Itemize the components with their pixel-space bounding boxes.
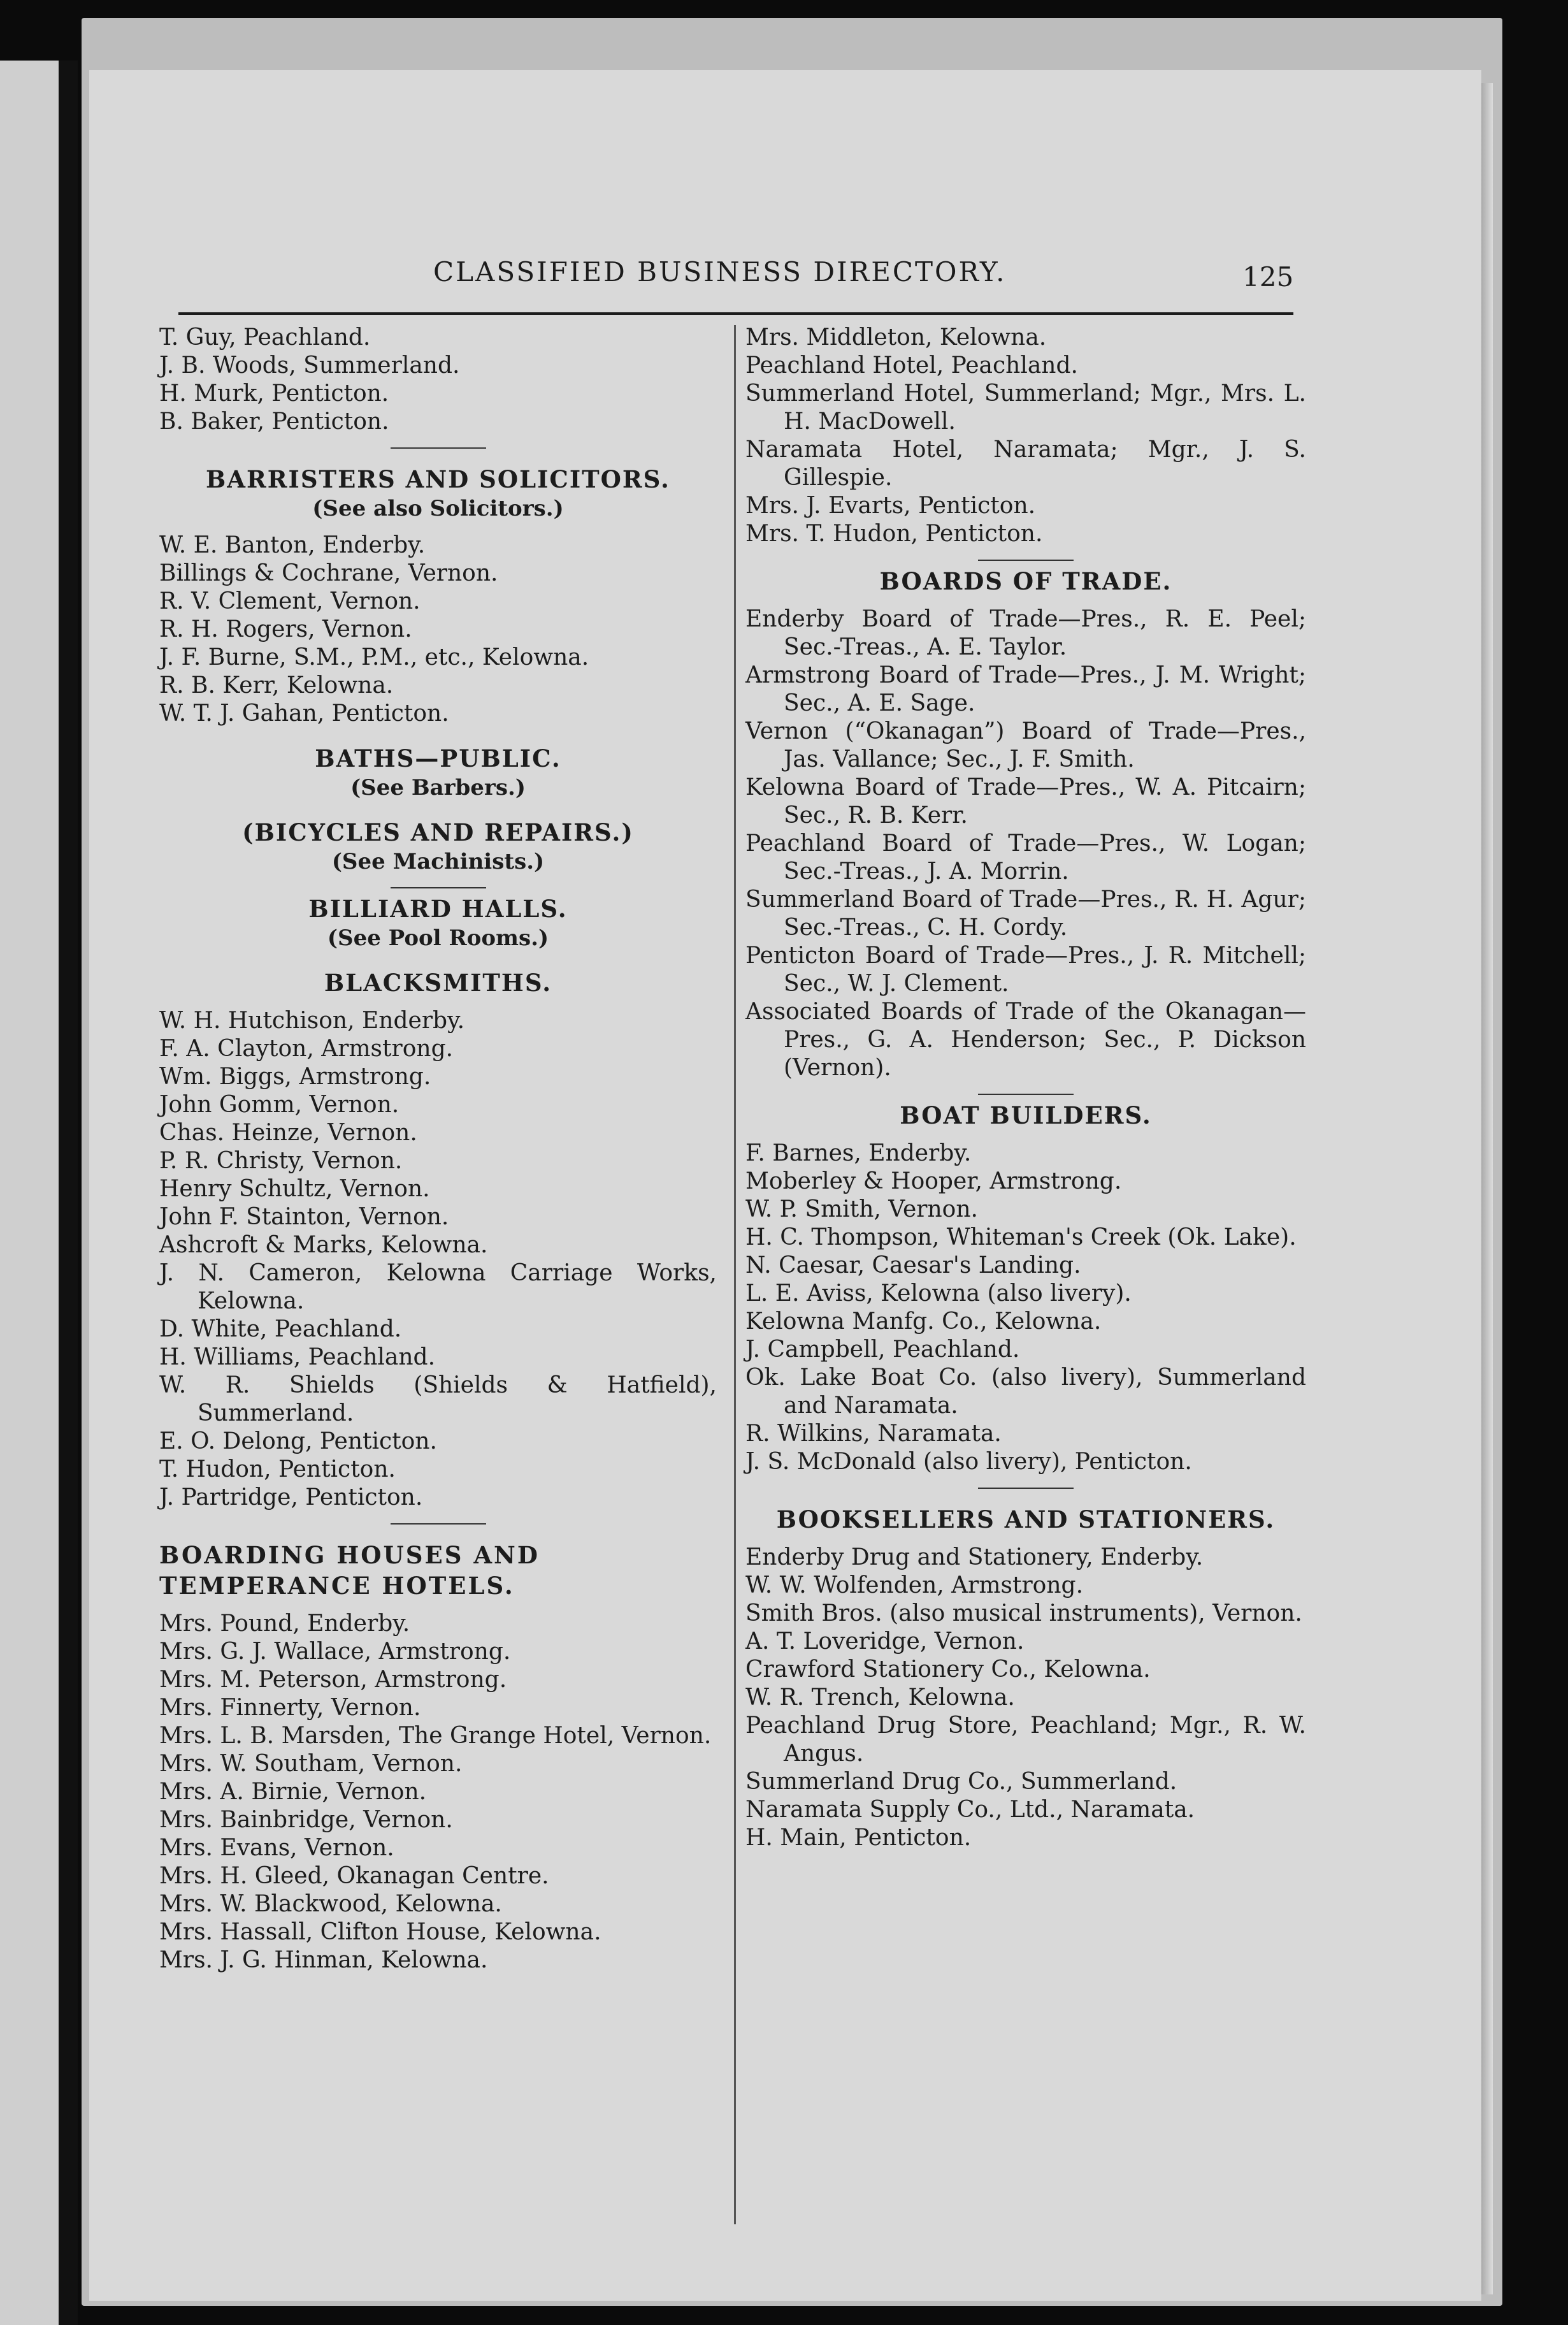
top-entries	[745, 324, 1306, 548]
listing-entry: Mrs. T. Hudon, Penticton.	[745, 521, 1043, 547]
section-rule	[978, 560, 1074, 561]
listing-entry: J. N. Cameron, Kelowna Carriage Works, Kelowna.	[159, 1260, 717, 1314]
listing-entry: Peachland Drug Store, Peachland; Mgr., R. W. Angus.	[745, 1713, 1306, 1767]
listing-entry: Wm. Biggs, Armstrong.	[159, 1064, 431, 1090]
listing-entry: Mrs. J. Evarts, Penticton.	[745, 493, 1036, 519]
section-heading: BOARDS OF TRADE.	[879, 567, 1172, 595]
section-heading: BARRISTERS AND SOLICITORS.	[206, 465, 670, 493]
listing-entry: Enderby Board of Trade—Pres., R. E. Peel; Sec.-Treas., A. E. Taylor.	[745, 606, 1306, 660]
listing-entry: Naramata Hotel, Naramata; Mgr., J. S. Gillespie.	[745, 437, 1306, 491]
directory-page	[89, 70, 1481, 2301]
listing-entry: Smith Bros. (also musical instruments), Vernon.	[745, 1600, 1302, 1626]
listing-entry: R. B. Kerr, Kelowna.	[159, 672, 394, 699]
listing-entry: T. Guy, Peachland.	[159, 324, 371, 351]
section-heading: (BICYCLES AND REPAIRS.)	[242, 818, 634, 846]
section-rule	[391, 1523, 486, 1525]
listing-entry: N. Caesar, Caesar's Landing.	[745, 1252, 1081, 1278]
section-rule	[978, 1488, 1074, 1489]
section-rule	[978, 1094, 1074, 1095]
section-boards-of-trade	[745, 566, 1306, 1082]
listing-entry: R. V. Clement, Vernon.	[159, 588, 421, 614]
listing-entry: H. C. Thompson, Whiteman's Creek (Ok. Lake).	[745, 1224, 1297, 1250]
top-entries	[159, 324, 717, 436]
listing-entry: W. W. Wolfenden, Armstrong.	[745, 1572, 1084, 1598]
listing-entry: Chas. Heinze, Vernon.	[159, 1120, 417, 1146]
section-subheading: (See also Solicitors.)	[312, 496, 564, 521]
listing-entry: Mrs. Bainbridge, Vernon.	[159, 1807, 453, 1833]
section-rule	[391, 447, 486, 449]
listing-entry: Mrs. J. G. Hinman, Kelowna.	[159, 1947, 488, 1973]
listing-entry: W. R. Shields (Shields & Hatfield), Summerland.	[159, 1372, 717, 1426]
listing-entry: J. F. Burne, S.M., P.M., etc., Kelowna.	[159, 644, 589, 670]
listing-entry: D. White, Peachland.	[159, 1316, 402, 1342]
section-heading: BLACKSMITHS.	[324, 969, 552, 997]
column-divider	[734, 325, 736, 2224]
section-blacksmiths	[159, 967, 717, 1512]
listing-entry: Crawford Stationery Co., Kelowna.	[745, 1656, 1151, 1683]
listing-entry: Mrs. M. Peterson, Armstrong.	[159, 1667, 507, 1693]
listing-entry: Summerland Board of Trade—Pres., R. H. Agur; Sec.-Treas., C. H. Cordy.	[745, 887, 1306, 941]
listing-entry: H. Williams, Peachland.	[159, 1344, 436, 1370]
listing-entry: L. E. Aviss, Kelowna (also livery).	[745, 1280, 1132, 1307]
section-boat-builders	[745, 1100, 1306, 1476]
listing-entry: Mrs. L. B. Marsden, The Grange Hotel, Vernon.	[159, 1723, 712, 1749]
listing-entry: Mrs. G. J. Wallace, Armstrong.	[159, 1639, 511, 1665]
listing-entry: John Gomm, Vernon.	[159, 1092, 399, 1118]
listing-entry: Mrs. Finnerty, Vernon.	[159, 1695, 421, 1721]
section-heading: BOOKSELLERS AND STATIONERS.	[776, 1505, 1276, 1533]
listing-entry: W. H. Hutchison, Enderby.	[159, 1008, 465, 1034]
listing-entry: H. Main, Penticton.	[745, 1825, 972, 1851]
section-billiards	[159, 894, 717, 952]
left-column	[159, 324, 717, 1974]
listing-entry: J. B. Woods, Summerland.	[159, 352, 460, 379]
listing-entry: Summerland Drug Co., Summerland.	[745, 1769, 1177, 1795]
section-subheading: (See Machinists.)	[331, 849, 545, 874]
listing-entry: E. O. Delong, Penticton.	[159, 1428, 437, 1454]
listing-entry: Mrs. Pound, Enderby.	[159, 1611, 410, 1637]
listing-entry: R. Wilkins, Naramata.	[745, 1421, 1002, 1447]
section-boarding	[159, 1540, 717, 1974]
listing-entry: Kelowna Manfg. Co., Kelowna.	[745, 1308, 1102, 1335]
listing-entry: Armstrong Board of Trade—Pres., J. M. Wright; Sec., A. E. Sage.	[745, 662, 1306, 716]
listing-entry: Henry Schultz, Vernon.	[159, 1176, 430, 1202]
listing-entry: P. R. Christy, Vernon.	[159, 1148, 403, 1174]
listing-entry: J. Campbell, Peachland.	[745, 1336, 1020, 1363]
listing-entry: B. Baker, Penticton.	[159, 409, 389, 435]
section-bicycles	[159, 817, 717, 876]
listing-entry: Summerland Hotel, Summerland; Mgr., Mrs. L. H. MacDowell.	[745, 380, 1306, 435]
listing-entry: W. T. J. Gahan, Penticton.	[159, 700, 449, 727]
listing-entry: Mrs. W. Southam, Vernon.	[159, 1751, 463, 1777]
listing-entry: W. P. Smith, Vernon.	[745, 1196, 978, 1222]
listing-entry: Mrs. W. Blackwood, Kelowna.	[159, 1891, 502, 1917]
listing-entry: Mrs. Evans, Vernon.	[159, 1835, 394, 1861]
section-barristers	[159, 464, 717, 728]
listing-entry: F. A. Clayton, Armstrong.	[159, 1036, 454, 1062]
listing-entry: J. Partridge, Penticton.	[159, 1484, 423, 1510]
listing-entry: W. E. Banton, Enderby.	[159, 532, 426, 558]
listing-entry: Associated Boards of Trade of the Okanagan—Pres., G. A. Henderson; Sec., P. Dickson (Vernon).	[745, 999, 1306, 1081]
section-heading: BOAT BUILDERS.	[900, 1101, 1152, 1129]
section-subheading: (See Barbers.)	[350, 775, 526, 800]
listing-entry: Mrs. H. Gleed, Okanagan Centre.	[159, 1863, 549, 1889]
listing-entry: Ashcroft & Marks, Kelowna.	[159, 1232, 488, 1258]
listing-entry: T. Hudon, Penticton.	[159, 1456, 396, 1482]
listing-entry: F. Barnes, Enderby.	[745, 1140, 972, 1166]
right-column	[745, 324, 1306, 1852]
section-rule	[391, 887, 486, 888]
listing-entry: Naramata Supply Co., Ltd., Naramata.	[745, 1797, 1195, 1823]
section-heading: BILLIARD HALLS.	[308, 895, 568, 923]
section-heading: BATHS—PUBLIC.	[315, 744, 561, 772]
listing-entry: Mrs. Hassall, Clifton House, Kelowna.	[159, 1919, 601, 1945]
listing-entry: Penticton Board of Trade—Pres., J. R. Mitchell; Sec., W. J. Clement.	[745, 943, 1306, 997]
listing-entry: Ok. Lake Boat Co. (also livery), Summerland and Naramata.	[745, 1365, 1306, 1419]
listing-entry: Kelowna Board of Trade—Pres., W. A. Pitcairn; Sec., R. B. Kerr.	[745, 774, 1306, 829]
header-rule	[178, 312, 1293, 315]
listing-entry: H. Murk, Penticton.	[159, 380, 389, 407]
listing-entry: W. R. Trench, Kelowna.	[745, 1684, 1015, 1711]
section-subheading: (See Pool Rooms.)	[327, 925, 549, 951]
listing-entry: J. S. McDonald (also livery), Penticton.	[745, 1449, 1192, 1475]
listing-entry: Vernon (“Okanagan”) Board of Trade—Pres., Jas. Vallance; Sec., J. F. Smith.	[745, 718, 1306, 772]
binding-shadow	[59, 61, 78, 2325]
listing-entry: Peachland Hotel, Peachland.	[745, 352, 1078, 379]
section-heading: BOARDING HOUSES AND TEMPERANCE HOTELS.	[159, 1541, 540, 1600]
listing-entry: A. T. Loveridge, Vernon.	[745, 1628, 1025, 1655]
section-baths	[159, 743, 717, 802]
listing-entry: John F. Stainton, Vernon.	[159, 1204, 449, 1230]
listing-entry: Billings & Cochrane, Vernon.	[159, 560, 498, 586]
listing-entry: Peachland Board of Trade—Pres., W. Logan; Sec.-Treas., J. A. Morrin.	[745, 830, 1306, 885]
listing-entry: Enderby Drug and Stationery, Enderby.	[745, 1544, 1204, 1570]
listing-entry: Moberley & Hooper, Armstrong.	[745, 1168, 1122, 1194]
listing-entry: Mrs. A. Birnie, Vernon.	[159, 1779, 427, 1805]
section-booksellers	[745, 1504, 1306, 1852]
listing-entry: R. H. Rogers, Vernon.	[159, 616, 412, 642]
listing-entry: Mrs. Middleton, Kelowna.	[745, 324, 1047, 351]
running-head: CLASSIFIED BUSINESS DIRECTORY.	[433, 256, 1007, 287]
page-number: 125	[1242, 261, 1294, 293]
